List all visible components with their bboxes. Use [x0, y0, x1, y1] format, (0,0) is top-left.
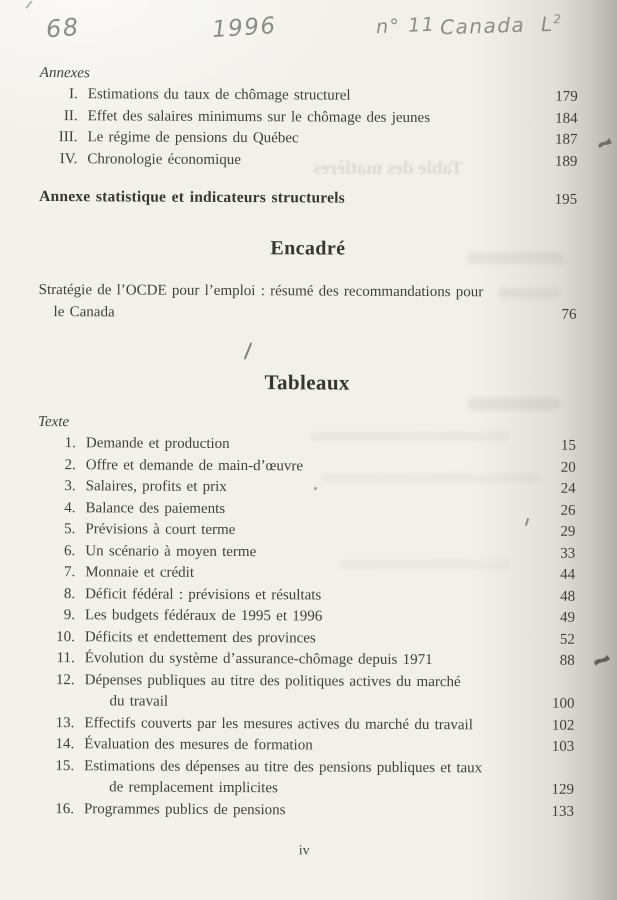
encadre-entry-title	[39, 280, 533, 326]
table-item-row	[37, 626, 575, 650]
table-item-row	[37, 562, 575, 586]
annexes-heading: Annexes	[39, 64, 90, 82]
annex-item-title: Effet des salaires minimums sur le chômage des jeunes	[87, 107, 431, 126]
annex-item-row	[40, 84, 578, 108]
table-item-number: 5.	[64, 521, 76, 538]
table-item-title: Déficit fédéral : prévisions et résultats	[85, 585, 322, 603]
statistical-annex-page: 195	[554, 191, 578, 208]
handwritten-annotations	[0, 0, 617, 51]
table-item-title: Déficits et endettement des provinces	[84, 628, 316, 646]
table-item-number: 7.	[63, 564, 76, 581]
table-item-row	[37, 497, 575, 521]
table-item-title: Salaires, profits et prix	[85, 478, 227, 495]
statistical-annex-title: Annexe statistique et indicateurs structurels	[39, 187, 345, 207]
table-item-number: 4.	[64, 499, 76, 516]
table-item-title: Offre et demande de main-d’œuvre	[85, 456, 304, 474]
table-item-row	[36, 669, 574, 715]
annex-item-number: III.	[58, 129, 78, 146]
annex-item-title: Chronologie économique	[87, 150, 241, 168]
table-item-title: Les budgets fédéraux de 1995 et 1996	[84, 607, 323, 625]
annex-item-page: 184	[555, 110, 578, 127]
table-item-page: 26	[560, 502, 576, 519]
table-item-row	[36, 798, 574, 822]
table-item-title: Demande et production	[85, 435, 230, 452]
table-item-title: Effectifs couverts par les mesures actives du marché du travail	[84, 714, 473, 733]
annex-item-number: IV.	[59, 150, 78, 167]
table-item-number: 10.	[56, 628, 75, 645]
table-item-title: Monnaie et crédit	[85, 564, 195, 581]
table-item-page: 24	[560, 480, 576, 497]
encadre-entry-page: 76	[561, 306, 577, 323]
table-item-number: 16.	[55, 800, 75, 817]
tableaux-subheading: Texte	[37, 413, 70, 431]
encadre-entry-line2: le Canada	[53, 303, 115, 320]
table-item-number: 13.	[55, 714, 75, 731]
table-item-page: 49	[559, 609, 576, 626]
handwritten-page-number: 68	[44, 12, 81, 44]
annex-item-page: 187	[554, 131, 578, 148]
table-item-page: 102	[551, 717, 575, 734]
handwritten-suffix: L	[540, 11, 554, 37]
annex-item-number: I.	[68, 86, 78, 103]
table-item-row	[38, 476, 576, 500]
tableaux-list	[36, 433, 576, 823]
table-item-title: Dépenses publiques au titre des politiques actives du marché du travail	[84, 671, 461, 710]
table-item-title: Programmes publics de pensions	[83, 800, 286, 818]
annex-item-page: 179	[555, 88, 578, 105]
table-item-page: 20	[560, 459, 576, 476]
encadre-entry	[39, 280, 577, 326]
handwritten-country: Canada	[439, 12, 526, 40]
table-item-page: 44	[560, 566, 576, 583]
table-item-page: 15	[560, 437, 576, 454]
table-item-row	[37, 648, 575, 672]
table-item-row	[37, 583, 575, 607]
table-item-row	[36, 712, 574, 736]
encadre-heading: Encadré	[270, 237, 346, 260]
table-item-page: 133	[551, 803, 575, 820]
table-item-row	[38, 454, 576, 478]
tableaux-section	[0, 367, 615, 823]
table-item-title: Estimations des dépenses au titre des pensions publiques et taux de remplacement implicites	[84, 757, 483, 797]
table-item-page: 52	[559, 631, 575, 648]
table-item-number: 15.	[55, 757, 75, 774]
table-item-number: 11.	[56, 650, 75, 667]
table-item-number: 2.	[64, 456, 76, 473]
table-item-row	[38, 433, 576, 457]
tableaux-heading: Tableaux	[264, 370, 350, 395]
table-item-title: Un scénario à moyen terme	[85, 542, 257, 560]
table-item-number: 1.	[64, 435, 76, 452]
handwritten-country-label	[440, 12, 563, 40]
table-item-page: 100	[551, 695, 575, 712]
handwritten-year: 1996	[211, 13, 278, 44]
annexes-section	[0, 62, 617, 211]
table-item-page: 103	[551, 738, 575, 755]
table-item-page: 88	[559, 652, 575, 669]
annex-item-title: Le régime de pensions du Québec	[87, 129, 299, 147]
table-item-page: 129	[551, 781, 575, 798]
handwritten-suffix-superscript: 2	[553, 11, 563, 27]
encadre-section	[0, 234, 616, 326]
annex-item-row	[39, 127, 577, 151]
table-item-number: 9.	[63, 607, 76, 624]
table-item-page: 29	[560, 523, 576, 540]
annex-item-row	[39, 148, 577, 172]
table-item-number: 8.	[63, 585, 76, 602]
table-item-row	[37, 519, 575, 543]
bleedthrough-title: Table des matières	[313, 158, 463, 179]
handwritten-issue-number: n° 11	[375, 13, 436, 39]
table-item-page: 48	[560, 588, 576, 605]
table-item-title: Balance des paiements	[85, 499, 226, 517]
annex-item-title: Estimations du taux de chômage structurel	[87, 86, 351, 104]
table-item-page: 33	[560, 545, 576, 562]
table-item-number: 12.	[55, 671, 75, 688]
table-item-row	[37, 605, 575, 629]
table-item-row	[37, 540, 575, 564]
table-item-number: 6.	[64, 542, 76, 559]
folio-page-number: iv	[298, 843, 310, 859]
table-item-title: Évolution du système d’assurance-chômage depuis 1971	[84, 650, 433, 669]
table-item-number: 3.	[64, 478, 76, 495]
table-item-title: Prévisions à court terme	[85, 521, 236, 539]
table-item-title: Évaluation des mesures de formation	[84, 736, 313, 754]
table-item-row	[36, 755, 574, 801]
annex-item-number: II.	[63, 107, 78, 124]
table-item-row	[36, 734, 574, 758]
encadre-entry-line1: Stratégie de l’OCDE pour l’emploi : résumé des recommandations pour	[38, 281, 484, 301]
statistical-annex-row	[39, 186, 577, 211]
table-item-number: 14.	[55, 736, 75, 753]
annex-item-page: 189	[554, 153, 578, 170]
annex-item-row	[40, 105, 578, 129]
annexes-list	[39, 84, 577, 173]
